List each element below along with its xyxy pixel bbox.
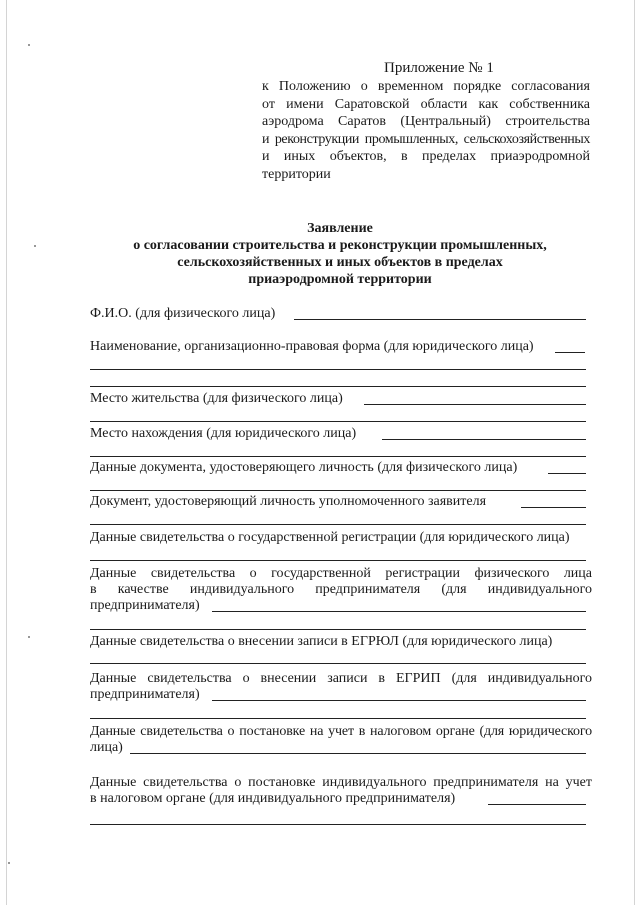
egrip-field-line[interactable] bbox=[212, 700, 586, 701]
authorized-doc-label: Документ, удостоверяющий личность уполномоченного заявителя bbox=[90, 494, 487, 509]
heading-line: приаэродромной территории bbox=[248, 272, 432, 287]
state-reg-ie-line: предпринимателя) bbox=[90, 598, 200, 613]
appendix-line: территории bbox=[262, 166, 331, 182]
org-name-label: Наименование, организационно-правовая форма (для юридического лица) bbox=[90, 339, 534, 354]
egrul-label: Данные свидетельства о внесении записи в ЕГРЮЛ (для юридического лица) bbox=[90, 634, 553, 649]
tax-legal-line: лица) bbox=[90, 740, 123, 755]
location-label: Место нахождения (для юридического лица) bbox=[90, 426, 357, 441]
identity-doc-field-line[interactable] bbox=[548, 473, 586, 474]
org-name-field-line-2[interactable] bbox=[90, 369, 586, 370]
egrip-label bbox=[90, 671, 592, 703]
state-reg-legal-field-line[interactable] bbox=[90, 560, 586, 561]
scan-speck bbox=[34, 245, 36, 247]
authorized-doc-field-line[interactable] bbox=[521, 507, 586, 508]
tax-ie-field-line[interactable] bbox=[488, 804, 586, 805]
egrip-line: предпринимателя) bbox=[90, 687, 200, 702]
residence-label: Место жительства (для физического лица) bbox=[90, 391, 343, 406]
state-reg-legal-label: Данные свидетельства о государственной регистрации (для юридического лица) bbox=[90, 530, 570, 545]
tax-legal-field-line[interactable] bbox=[130, 753, 586, 754]
location-field-line-2[interactable] bbox=[90, 456, 586, 457]
org-name-field-line[interactable] bbox=[555, 352, 585, 353]
state-reg-ie-line: Данные свидетельства о государственной регистрации физического лица bbox=[90, 566, 592, 581]
fio-field-line[interactable] bbox=[294, 319, 586, 320]
authorized-doc-field-line-2[interactable] bbox=[90, 524, 586, 525]
egrip-field-line-2[interactable] bbox=[90, 718, 586, 719]
residence-field-line[interactable] bbox=[364, 404, 586, 405]
tax-legal-label bbox=[90, 724, 592, 756]
heading-line: сельскохозяйственных и иных объектов в пределах bbox=[177, 255, 503, 270]
org-name-field-line-3[interactable] bbox=[90, 386, 586, 387]
appendix-line: аэродрома Саратов (Центральный) строительства bbox=[262, 114, 590, 129]
fio-label: Ф.И.О. (для физического лица) bbox=[90, 306, 276, 321]
tax-legal-line: Данные свидетельства о постановке на учет в налоговом органе (для юридического bbox=[90, 724, 592, 739]
appendix-line: к Положению о временном порядке согласования bbox=[262, 79, 590, 94]
appendix-reference bbox=[262, 78, 590, 183]
document-heading bbox=[90, 220, 590, 288]
tax-ie-field-line-2[interactable] bbox=[90, 824, 586, 825]
appendix-line: от имени Саратовской области как собственника bbox=[262, 96, 590, 112]
scan-speck bbox=[28, 44, 30, 46]
heading-line: о согласовании строительства и реконструкции промышленных, bbox=[133, 238, 547, 253]
scan-edge-left bbox=[6, 0, 7, 905]
tax-ie-line: в налоговом органе (для индивидуального предпринимателя) bbox=[90, 791, 456, 806]
appendix-line: и реконструкции промышленных, сельскохозяйственных bbox=[262, 131, 590, 147]
tax-ie-line: Данные свидетельства о постановке индивидуального предпринимателя на учет bbox=[90, 775, 592, 790]
scan-edge-right bbox=[634, 0, 635, 905]
identity-doc-field-line-2[interactable] bbox=[90, 490, 586, 491]
egrul-field-line[interactable] bbox=[90, 663, 586, 664]
residence-field-line-2[interactable] bbox=[90, 421, 586, 422]
appendix-line: и иных объектов, в пределах приаэродромной bbox=[262, 149, 590, 164]
state-reg-ie-field-line-2[interactable] bbox=[90, 629, 586, 630]
location-field-line[interactable] bbox=[382, 439, 586, 440]
state-reg-ie-line: в качестве индивидуального предпринимателя (для индивидуального bbox=[90, 582, 592, 597]
scan-speck bbox=[8, 862, 10, 864]
state-reg-ie-label bbox=[90, 566, 592, 614]
identity-doc-label: Данные документа, удостоверяющего личность (для физического лица) bbox=[90, 460, 518, 475]
egrip-line: Данные свидетельства о внесении записи в ЕГРИП (для индивидуального bbox=[90, 671, 592, 686]
appendix-title: Приложение № 1 bbox=[384, 60, 494, 76]
scan-speck bbox=[28, 636, 30, 638]
tax-ie-label bbox=[90, 775, 592, 807]
heading-line: Заявление bbox=[307, 221, 373, 236]
state-reg-ie-field-line[interactable] bbox=[212, 611, 586, 612]
